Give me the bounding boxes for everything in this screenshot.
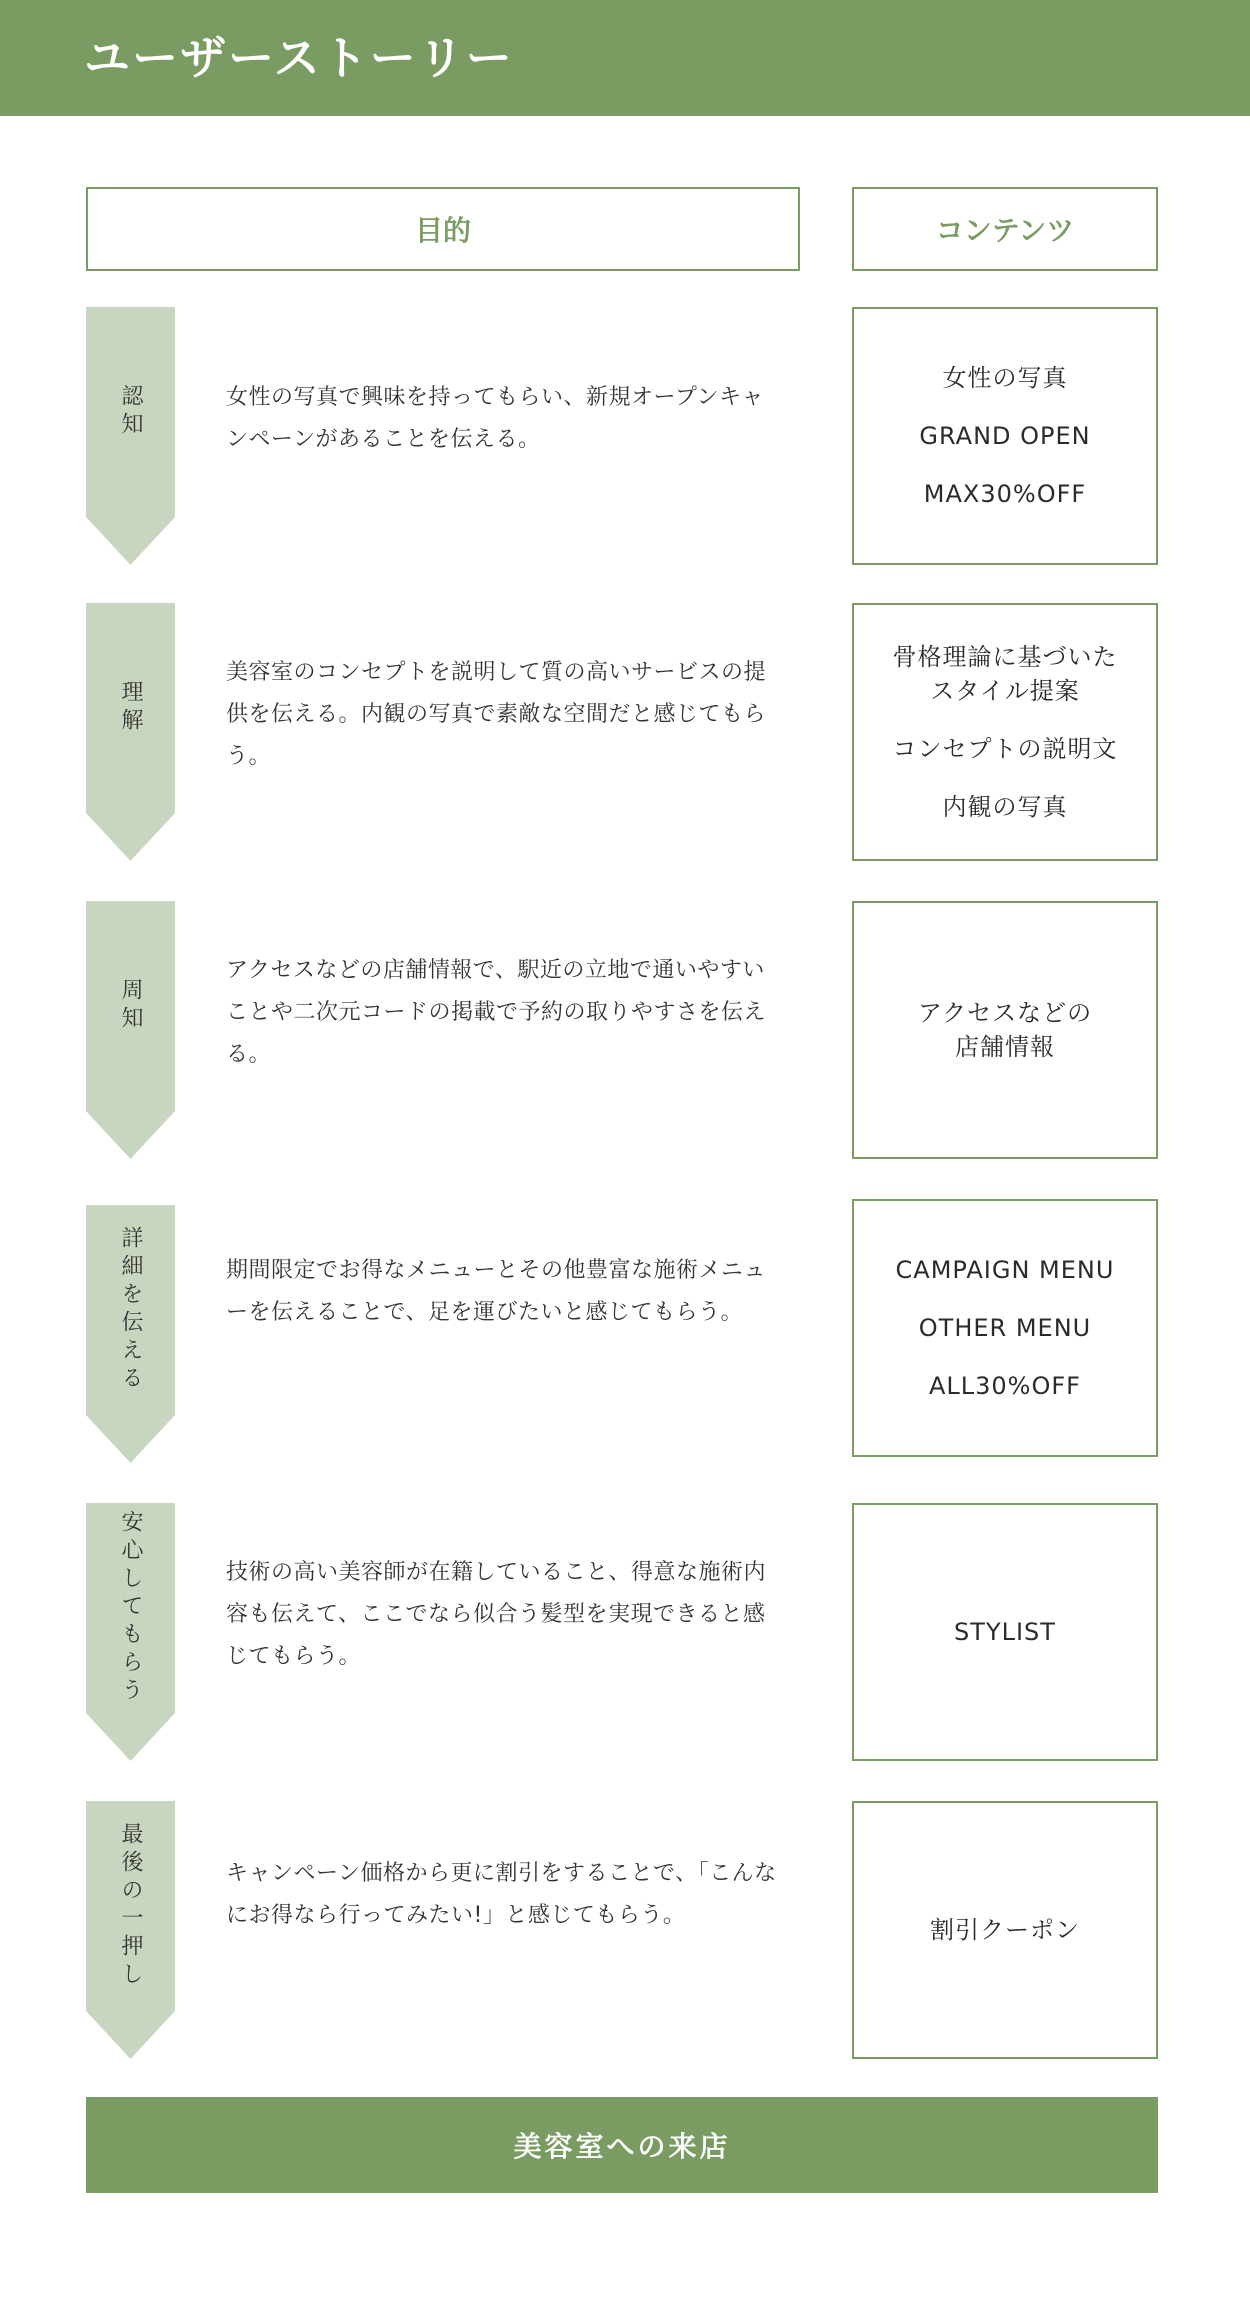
page-header <box>0 0 1250 116</box>
stage-purpose-text: 期間限定でお得なメニューとその他豊富な施術メニューを伝えることで、足を運びたいと感じてもらう。 <box>226 1258 767 1325</box>
purpose-column-header: 目的 <box>86 187 800 271</box>
content-item: アクセスなどの 店舗情報 <box>917 999 1093 1061</box>
content-item: CAMPAIGN MENU <box>895 1256 1115 1284</box>
stage-purpose-text: 女性の写真で興味を持ってもらい、新規オープンキャンペーンがあることを伝える。 <box>226 385 765 452</box>
stage-arrow-notice <box>86 901 175 1161</box>
content-item: MAX30%OFF <box>923 480 1087 508</box>
stage-arrow-awareness <box>86 307 175 567</box>
stage-content-box <box>852 901 1158 1159</box>
content-column-header: コンテンツ <box>852 187 1158 271</box>
content-item: GRAND OPEN <box>919 422 1091 450</box>
content-item: 骨格理論に基づいた スタイル提案 <box>892 643 1118 705</box>
stage-content-box <box>852 307 1158 565</box>
stage-label: 周知 <box>118 978 143 1034</box>
stage-arrow-details <box>86 1205 175 1465</box>
stage-label: 詳細を伝える <box>118 1226 143 1394</box>
stage-content-box <box>852 1503 1158 1761</box>
stage-arrow-final-push <box>86 1801 175 2061</box>
content-item: STYLIST <box>954 1618 1056 1646</box>
stage-content-box <box>852 1199 1158 1457</box>
stage-content-box <box>852 1801 1158 2059</box>
stage-content-box <box>852 603 1158 861</box>
stage-purpose-text: 美容室のコンセプトを説明して質の高いサービスの提供を伝える。内観の写真で素敵な空間だと感じてもらう。 <box>226 660 767 769</box>
stage-purpose-text: キャンペーン価格から更に割引をすることで、「こんなにお得なら行ってみたい!」と感じてもらう。 <box>226 1861 777 1928</box>
content-item: 内観の写真 <box>942 793 1068 821</box>
stage-label: 安心してもらう <box>118 1510 143 1706</box>
goal-visit-banner: 美容室への来店 <box>86 2097 1158 2193</box>
stage-arrow-understanding <box>86 603 175 863</box>
stage-label: 最後の一押し <box>118 1822 143 1990</box>
stage-arrow-reassurance <box>86 1503 175 1763</box>
stage-purpose-text: アクセスなどの店舗情報で、駅近の立地で通いやすいことや二次元コードの掲載で予約の取りやすさを伝える。 <box>226 958 767 1067</box>
content-item: コンセプトの説明文 <box>892 735 1118 763</box>
page-title: ユーザーストーリー <box>84 31 514 85</box>
content-item: OTHER MENU <box>918 1314 1092 1342</box>
content-item: 女性の写真 <box>942 364 1068 392</box>
content-item: 割引クーポン <box>930 1916 1080 1944</box>
stage-label: 理解 <box>118 680 143 736</box>
stage-purpose-text: 技術の高い美容師が在籍していること、得意な施術内容も伝えて、ここでなら似合う髪型を実現できると感じてもらう。 <box>226 1560 767 1669</box>
content-item: ALL30%OFF <box>928 1372 1081 1400</box>
stage-label: 認知 <box>118 384 143 440</box>
